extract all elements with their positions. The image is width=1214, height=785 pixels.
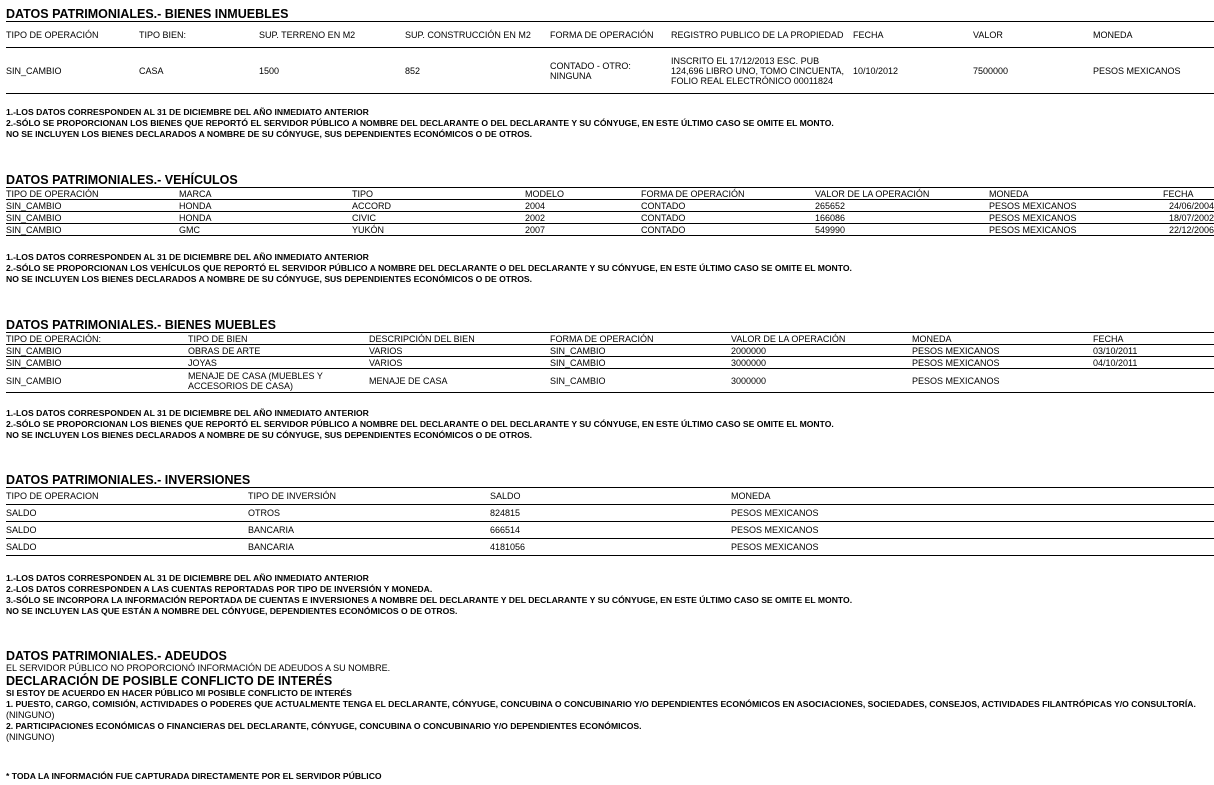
cell: SIN_CAMBIO (550, 357, 731, 369)
conflicto-question-1: 1. PUESTO, CARGO, COMISIÓN, ACTIVIDADES O PODERES QUE ACTUALMENTE TENGA EL DECLARANTE, CÓNYUGE, CONCUBINA O CONCUBINARIO Y/O DEPENDIENTES ECONÓMICOS EN ASOCIACIONES, SOCIEDADES, CONSEJOS, ACTIVIDADES FILANTRÓPICAS Y/O CONSULTORÍA. (6, 699, 1196, 709)
cell: PESOS MEXICANOS (989, 200, 1163, 212)
header-cell: TIPO DE OPERACIÓN (6, 22, 139, 48)
cell: CIVIC (352, 212, 525, 224)
table-row (6, 522, 1214, 539)
muebles-table (6, 332, 1214, 393)
cell: CONTADO (641, 212, 815, 224)
cell: 265652 (815, 200, 989, 212)
section-title: DATOS PATRIMONIALES.- ADEUDOS (6, 649, 227, 663)
cell: 2000000 (731, 345, 912, 357)
cell: 18/07/2002 (1163, 212, 1214, 224)
section-adeudos (6, 649, 1214, 674)
cell: 2002 (525, 212, 641, 224)
cell: SIN_CAMBIO (550, 345, 731, 357)
inversiones-notes (6, 573, 1214, 617)
section-title: DECLARACIÓN DE POSIBLE CONFLICTO DE INTERÉS (6, 674, 333, 688)
conflicto-subtitle: SI ESTOY DE ACUERDO EN HACER PÚBLICO MI POSIBLE CONFLICTO DE INTERÉS (6, 688, 352, 698)
cell: SALDO (6, 522, 248, 539)
note: 2.-SÓLO SE PROPORCIONAN LOS VEHÍCULOS QUE REPORTÓ EL SERVIDOR PÚBLICO A NOMBRE DEL DECLARANTE O DEL DECLARANTE Y SU CÓNYUGE, EN ESTE ÚLTIMO CASO SE OMITE EL MONTO. (6, 263, 852, 273)
header-cell: DESCRIPCIÓN DEL BIEN (369, 333, 550, 345)
header-cell: FORMA DE OPERACIÓN (641, 188, 815, 200)
table-header-row (6, 188, 1214, 200)
note: 1.-LOS DATOS CORRESPONDEN AL 31 DE DICIEMBRE DEL AÑO INMEDIATO ANTERIOR (6, 252, 369, 262)
cell: 3000000 (731, 369, 912, 393)
cell: 22/12/2006 (1163, 224, 1214, 236)
cell: 2004 (525, 200, 641, 212)
note: 3.-SÓLO SE INCORPORA LA INFORMACIÓN REPORTADA DE CUENTAS E INVERSIONES A NOMBRE DEL DECLARANTE Y DEL DECLARANTE Y SU CÓNYUGE, EN ESTE ÚLTIMO CASO SE OMITE EL MONTO. (6, 595, 853, 605)
header-cell: TIPO DE INVERSIÓN (248, 488, 490, 505)
cell: 549990 (815, 224, 989, 236)
header-cell: MONEDA (989, 188, 1163, 200)
cell: SALDO (6, 539, 248, 556)
cell: SIN_CAMBIO (550, 369, 731, 393)
cell: SIN_CAMBIO (6, 369, 188, 393)
header-cell: SALDO (490, 488, 731, 505)
cell: 7500000 (973, 48, 1093, 94)
cell: 3000000 (731, 357, 912, 369)
adeudos-text: EL SERVIDOR PÚBLICO NO PROPORCIONÓ INFORMACIÓN DE ADEUDOS A SU NOMBRE. (6, 663, 391, 673)
vehiculos-table (6, 187, 1214, 236)
note: NO SE INCLUYEN LOS BIENES DECLARADOS A NOMBRE DE SU CÓNYUGE, SUS DEPENDIENTES ECONÓMICOS O DE OTROS. (6, 129, 533, 139)
inmuebles-table (6, 21, 1214, 94)
cell: OTROS (248, 505, 490, 522)
cell (1093, 369, 1214, 393)
cell: 1500 (259, 48, 405, 94)
cell: PESOS MEXICANOS (989, 212, 1163, 224)
cell: MENAJE DE CASA (MUEBLES Y ACCESORIOS DE CASA) (188, 369, 369, 393)
note: 2.-SÓLO SE PROPORCIONAN LOS BIENES QUE REPORTÓ EL SERVIDOR PÚBLICO A NOMBRE DEL DECLARANTE O DEL DECLARANTE Y SU CÓNYUGE, EN ESTE ÚLTIMO CASO SE OMITE EL MONTO. (6, 419, 834, 429)
inmuebles-notes (6, 107, 1214, 140)
table-row (6, 345, 1214, 357)
section-muebles (6, 318, 1214, 393)
note: 2.-SÓLO SE PROPORCIONAN LOS BIENES QUE REPORTÓ EL SERVIDOR PÚBLICO A NOMBRE DEL DECLARANTE O DEL DECLARANTE Y SU CÓNYUGE, EN ESTE ÚLTIMO CASO SE OMITE EL MONTO. (6, 118, 834, 128)
cell: HONDA (179, 200, 352, 212)
cell: SIN_CAMBIO (6, 357, 188, 369)
header-cell: FECHA (853, 22, 973, 48)
header-cell: TIPO DE OPERACION (6, 488, 248, 505)
conflicto-answer-2: (NINGUNO) (6, 732, 55, 742)
section-title: DATOS PATRIMONIALES.- VEHÍCULOS (6, 173, 238, 187)
header-cell: TIPO BIEN: (139, 22, 259, 48)
cell: ACCORD (352, 200, 525, 212)
cell: 666514 (490, 522, 731, 539)
note: NO SE INCLUYEN LOS BIENES DECLARADOS A NOMBRE DE SU CÓNYUGE, SUS DEPENDIENTES ECONÓMICOS O DE OTROS. (6, 274, 533, 284)
header-cell: VALOR DE LA OPERACIÓN (815, 188, 989, 200)
cell: 852 (405, 48, 550, 94)
header-cell: TIPO DE BIEN (188, 333, 369, 345)
cell: SIN_CAMBIO (6, 224, 179, 236)
cell: CONTADO - OTRO: NINGUNA (550, 48, 671, 94)
muebles-notes (6, 408, 1214, 441)
cell: VARIOS (369, 345, 550, 357)
header-cell: FECHA (1093, 333, 1214, 345)
table-header-row (6, 22, 1214, 48)
cell: BANCARIA (248, 539, 490, 556)
cell: HONDA (179, 212, 352, 224)
header-cell: MODELO (525, 188, 641, 200)
cell: PESOS MEXICANOS (912, 357, 1093, 369)
header-cell: FORMA DE OPERACIÓN (550, 22, 671, 48)
note: NO SE INCLUYEN LAS QUE ESTÁN A NOMBRE DEL CÓNYUGE, DEPENDIENTES ECONÓMICOS O DE OTROS. (6, 606, 458, 616)
section-conflicto (6, 675, 1214, 743)
header-cell: TIPO DE OPERACIÓN (6, 188, 179, 200)
header-cell: MONEDA (731, 488, 1214, 505)
section-title: DATOS PATRIMONIALES.- BIENES INMUEBLES (6, 7, 289, 21)
cell: PESOS MEXICANOS (989, 224, 1163, 236)
section-inversiones (6, 473, 1214, 556)
conflicto-question-2: 2. PARTICIPACIONES ECONÓMICAS O FINANCIERAS DEL DECLARANTE, CÓNYUGE, CONCUBINA O CONCUBINARIO Y/O DEPENDIENTES ECONÓMICOS. (6, 721, 642, 731)
table-row (6, 357, 1214, 369)
table-header-row (6, 333, 1214, 345)
table-row (6, 505, 1214, 522)
cell: 24/06/2004 (1163, 200, 1214, 212)
conflicto-answer-1: (NINGUNO) (6, 710, 55, 720)
header-cell: MONEDA (912, 333, 1093, 345)
cell: CONTADO (641, 200, 815, 212)
cell: SIN_CAMBIO (6, 212, 179, 224)
header-cell: MARCA (179, 188, 352, 200)
table-row (6, 200, 1214, 212)
section-title: DATOS PATRIMONIALES.- BIENES MUEBLES (6, 318, 276, 332)
table-header-row (6, 488, 1214, 505)
cell: PESOS MEXICANOS (912, 345, 1093, 357)
cell: VARIOS (369, 357, 550, 369)
header-cell: VALOR (973, 22, 1093, 48)
cell: 166086 (815, 212, 989, 224)
cell: CONTADO (641, 224, 815, 236)
cell: BANCARIA (248, 522, 490, 539)
cell: YUKÓN (352, 224, 525, 236)
header-cell: MONEDA (1093, 22, 1214, 48)
cell: PESOS MEXICANOS (731, 539, 1214, 556)
cell: PESOS MEXICANOS (731, 522, 1214, 539)
section-inmuebles (6, 7, 1214, 94)
header-cell: VALOR DE LA OPERACIÓN (731, 333, 912, 345)
cell: 03/10/2011 (1093, 345, 1214, 357)
table-row (6, 212, 1214, 224)
footnote: * TODA LA INFORMACIÓN FUE CAPTURADA DIRECTAMENTE POR EL SERVIDOR PÚBLICO (6, 771, 382, 781)
vehiculos-notes (6, 252, 1214, 285)
table-row (6, 369, 1214, 393)
cell: JOYAS (188, 357, 369, 369)
cell: 824815 (490, 505, 731, 522)
note: NO SE INCLUYEN LOS BIENES DECLARADOS A NOMBRE DE SU CÓNYUGE, SUS DEPENDIENTES ECONÓMICOS O DE OTROS. (6, 430, 533, 440)
cell: 10/10/2012 (853, 48, 973, 94)
table-row (6, 539, 1214, 556)
cell: INSCRITO EL 17/12/2013 ESC. PUB 124,696 LIBRO UNO, TOMO CINCUENTA, FOLIO REAL ELECTRÓNICO 00011824 (671, 48, 853, 94)
cell: PESOS MEXICANOS (731, 505, 1214, 522)
note: 1.-LOS DATOS CORRESPONDEN AL 31 DE DICIEMBRE DEL AÑO INMEDIATO ANTERIOR (6, 573, 369, 583)
cell: SIN_CAMBIO (6, 48, 139, 94)
cell: CASA (139, 48, 259, 94)
cell: 2007 (525, 224, 641, 236)
cell: SALDO (6, 505, 248, 522)
inversiones-table (6, 487, 1214, 556)
header-cell: TIPO DE OPERACIÓN: (6, 333, 188, 345)
note: 2.-LOS DATOS CORRESPONDEN A LAS CUENTAS REPORTADAS POR TIPO DE INVERSIÓN Y MONEDA. (6, 584, 433, 594)
cell: OBRAS DE ARTE (188, 345, 369, 357)
header-cell: FORMA DE OPERACIÓN (550, 333, 731, 345)
note: 1.-LOS DATOS CORRESPONDEN AL 31 DE DICIEMBRE DEL AÑO INMEDIATO ANTERIOR (6, 107, 369, 117)
cell: 4181056 (490, 539, 731, 556)
header-cell: REGISTRO PUBLICO DE LA PROPIEDAD (671, 22, 853, 48)
table-row (6, 48, 1214, 94)
header-cell: FECHA (1163, 188, 1214, 200)
cell: MENAJE DE CASA (369, 369, 550, 393)
header-cell: TIPO (352, 188, 525, 200)
cell: SIN_CAMBIO (6, 345, 188, 357)
section-vehiculos (6, 173, 1214, 236)
cell: 04/10/2011 (1093, 357, 1214, 369)
header-cell: SUP. CONSTRUCCIÓN EN M2 (405, 22, 550, 48)
note: 1.-LOS DATOS CORRESPONDEN AL 31 DE DICIEMBRE DEL AÑO INMEDIATO ANTERIOR (6, 408, 369, 418)
cell: PESOS MEXICANOS (1093, 48, 1214, 94)
cell: SIN_CAMBIO (6, 200, 179, 212)
table-row (6, 224, 1214, 236)
cell: PESOS MEXICANOS (912, 369, 1093, 393)
cell: GMC (179, 224, 352, 236)
section-title: DATOS PATRIMONIALES.- INVERSIONES (6, 473, 251, 487)
header-cell: SUP. TERRENO EN M2 (259, 22, 405, 48)
